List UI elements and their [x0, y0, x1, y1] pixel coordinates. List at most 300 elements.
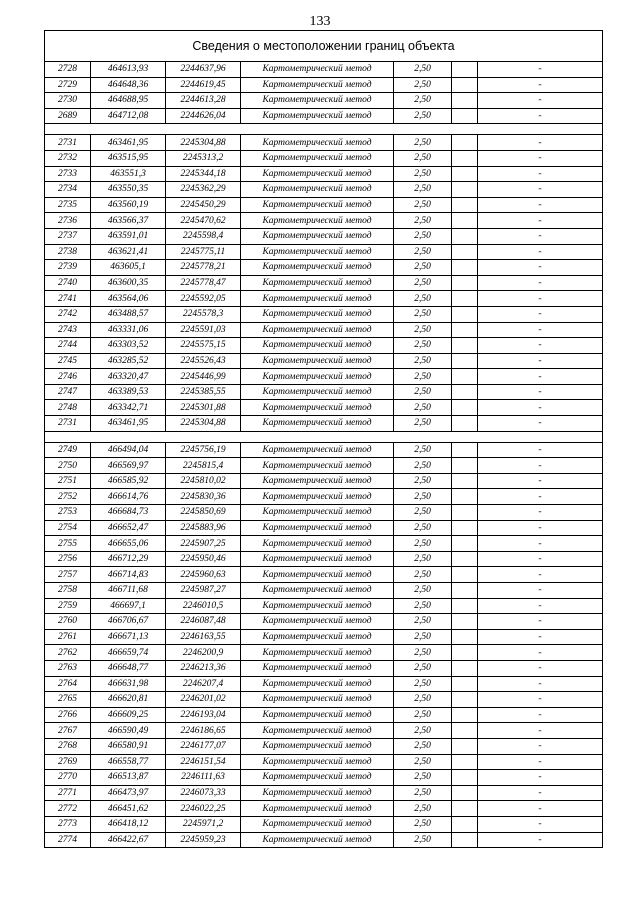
x-coordinate: 463320,47 — [91, 369, 166, 385]
method: Картометрический метод — [241, 384, 394, 400]
precision: 2,50 — [394, 754, 452, 770]
table-title: Сведения о местоположении границ объекта — [45, 31, 603, 62]
precision: 2,50 — [394, 166, 452, 182]
precision: 2,50 — [394, 520, 452, 536]
y-coordinate: 2246186,65 — [166, 723, 241, 739]
point-number: 2774 — [45, 832, 91, 848]
blank-cell — [452, 77, 478, 93]
blank-cell — [452, 213, 478, 229]
y-coordinate: 2246193,04 — [166, 707, 241, 723]
method: Картометрический метод — [241, 166, 394, 182]
precision: 2,50 — [394, 816, 452, 832]
y-coordinate: 2246177,07 — [166, 738, 241, 754]
blank-cell — [452, 338, 478, 354]
point-number: 2758 — [45, 583, 91, 599]
y-coordinate: 2246073,33 — [166, 785, 241, 801]
x-coordinate: 466706,67 — [91, 614, 166, 630]
precision: 2,50 — [394, 416, 452, 432]
blank-cell — [452, 660, 478, 676]
method: Картометрический метод — [241, 785, 394, 801]
boundary-coordinates-table — [44, 30, 603, 848]
table-row — [45, 182, 603, 198]
precision: 2,50 — [394, 614, 452, 630]
point-number: 2771 — [45, 785, 91, 801]
precision: 2,50 — [394, 583, 452, 599]
y-coordinate: 2245578,3 — [166, 306, 241, 322]
y-coordinate: 2245810,02 — [166, 473, 241, 489]
x-coordinate: 466648,77 — [91, 660, 166, 676]
description: - — [478, 567, 603, 583]
point-number: 2748 — [45, 400, 91, 416]
point-number: 2766 — [45, 707, 91, 723]
point-number: 2737 — [45, 228, 91, 244]
description: - — [478, 785, 603, 801]
point-number: 2742 — [45, 306, 91, 322]
point-number: 2773 — [45, 816, 91, 832]
blank-cell — [452, 135, 478, 151]
x-coordinate: 466451,62 — [91, 801, 166, 817]
point-number: 2765 — [45, 692, 91, 708]
description: - — [478, 505, 603, 521]
point-number: 2756 — [45, 551, 91, 567]
y-coordinate: 2246151,54 — [166, 754, 241, 770]
description: - — [478, 442, 603, 458]
page-number: 133 — [309, 14, 331, 29]
x-coordinate: 463551,3 — [91, 166, 166, 182]
x-coordinate: 466569,97 — [91, 458, 166, 474]
precision: 2,50 — [394, 629, 452, 645]
point-number: 2743 — [45, 322, 91, 338]
blank-cell — [452, 416, 478, 432]
method: Картометрический метод — [241, 583, 394, 599]
y-coordinate: 2245815,4 — [166, 458, 241, 474]
y-coordinate: 2245960,63 — [166, 567, 241, 583]
blank-cell — [452, 707, 478, 723]
point-number: 2729 — [45, 77, 91, 93]
table-row — [45, 291, 603, 307]
precision: 2,50 — [394, 384, 452, 400]
table-row — [45, 676, 603, 692]
precision: 2,50 — [394, 150, 452, 166]
blank-cell — [452, 754, 478, 770]
precision: 2,50 — [394, 551, 452, 567]
precision: 2,50 — [394, 306, 452, 322]
method: Картометрический метод — [241, 754, 394, 770]
table-row — [45, 322, 603, 338]
x-coordinate: 463550,35 — [91, 182, 166, 198]
x-coordinate: 466585,92 — [91, 473, 166, 489]
blank-cell — [452, 166, 478, 182]
method: Картометрический метод — [241, 458, 394, 474]
description: - — [478, 93, 603, 109]
description: - — [478, 384, 603, 400]
method: Картометрический метод — [241, 244, 394, 260]
precision: 2,50 — [394, 723, 452, 739]
method: Картометрический метод — [241, 291, 394, 307]
method: Картометрический метод — [241, 473, 394, 489]
blank-cell — [452, 536, 478, 552]
x-coordinate: 466609,25 — [91, 707, 166, 723]
description: - — [478, 400, 603, 416]
description: - — [478, 213, 603, 229]
table-row — [45, 275, 603, 291]
point-number: 2757 — [45, 567, 91, 583]
x-coordinate: 466494,04 — [91, 442, 166, 458]
y-coordinate: 2246022,25 — [166, 801, 241, 817]
x-coordinate: 466473,97 — [91, 785, 166, 801]
table-row — [45, 135, 603, 151]
precision: 2,50 — [394, 353, 452, 369]
precision: 2,50 — [394, 692, 452, 708]
method: Картометрический метод — [241, 551, 394, 567]
point-number: 2736 — [45, 213, 91, 229]
precision: 2,50 — [394, 322, 452, 338]
description: - — [478, 322, 603, 338]
y-coordinate: 2246010,5 — [166, 598, 241, 614]
y-coordinate: 2245778,21 — [166, 260, 241, 276]
table-row — [45, 770, 603, 786]
table-row — [45, 723, 603, 739]
point-number: 2753 — [45, 505, 91, 521]
point-number: 2747 — [45, 384, 91, 400]
method: Картометрический метод — [241, 353, 394, 369]
method: Картометрический метод — [241, 707, 394, 723]
x-coordinate: 463600,35 — [91, 275, 166, 291]
x-coordinate: 466711,68 — [91, 583, 166, 599]
y-coordinate: 2245778,47 — [166, 275, 241, 291]
table-row — [45, 645, 603, 661]
blank-cell — [452, 306, 478, 322]
description: - — [478, 583, 603, 599]
table-row — [45, 150, 603, 166]
description: - — [478, 551, 603, 567]
x-coordinate: 463285,52 — [91, 353, 166, 369]
point-number: 2754 — [45, 520, 91, 536]
blank-cell — [452, 676, 478, 692]
table-row — [45, 801, 603, 817]
table-row — [45, 400, 603, 416]
point-number: 2759 — [45, 598, 91, 614]
precision: 2,50 — [394, 260, 452, 276]
group-separator-row — [45, 431, 603, 442]
method: Картометрический метод — [241, 108, 394, 124]
precision: 2,50 — [394, 505, 452, 521]
x-coordinate: 463621,41 — [91, 244, 166, 260]
point-number: 2770 — [45, 770, 91, 786]
table-row — [45, 306, 603, 322]
blank-cell — [452, 400, 478, 416]
blank-cell — [452, 384, 478, 400]
description: - — [478, 353, 603, 369]
y-coordinate: 2244626,04 — [166, 108, 241, 124]
point-number: 2772 — [45, 801, 91, 817]
y-coordinate: 2245830,36 — [166, 489, 241, 505]
x-coordinate: 463342,71 — [91, 400, 166, 416]
x-coordinate: 466614,76 — [91, 489, 166, 505]
x-coordinate: 463564,06 — [91, 291, 166, 307]
blank-cell — [452, 197, 478, 213]
blank-cell — [452, 473, 478, 489]
precision: 2,50 — [394, 458, 452, 474]
table-row — [45, 473, 603, 489]
x-coordinate: 466697,1 — [91, 598, 166, 614]
y-coordinate: 2245775,11 — [166, 244, 241, 260]
method: Картометрический метод — [241, 306, 394, 322]
y-coordinate: 2245591,03 — [166, 322, 241, 338]
blank-cell — [452, 816, 478, 832]
blank-cell — [452, 108, 478, 124]
y-coordinate: 2245971,2 — [166, 816, 241, 832]
x-coordinate: 463605,1 — [91, 260, 166, 276]
y-coordinate: 2246200,9 — [166, 645, 241, 661]
table-row — [45, 62, 603, 78]
description: - — [478, 166, 603, 182]
y-coordinate: 2245756,19 — [166, 442, 241, 458]
description: - — [478, 306, 603, 322]
description: - — [478, 77, 603, 93]
table-row — [45, 707, 603, 723]
blank-cell — [452, 598, 478, 614]
description: - — [478, 291, 603, 307]
table-row — [45, 785, 603, 801]
table-row — [45, 369, 603, 385]
blank-cell — [452, 353, 478, 369]
blank-cell — [452, 520, 478, 536]
method: Картометрический метод — [241, 135, 394, 151]
y-coordinate: 2246207,4 — [166, 676, 241, 692]
y-coordinate: 2245301,88 — [166, 400, 241, 416]
method: Картометрический метод — [241, 645, 394, 661]
precision: 2,50 — [394, 338, 452, 354]
blank-cell — [452, 228, 478, 244]
blank-cell — [452, 801, 478, 817]
y-coordinate: 2245304,88 — [166, 416, 241, 432]
method: Картометрический метод — [241, 197, 394, 213]
y-coordinate: 2246213,36 — [166, 660, 241, 676]
description: - — [478, 598, 603, 614]
description: - — [478, 738, 603, 754]
x-coordinate: 466620,81 — [91, 692, 166, 708]
table-title-row — [45, 31, 603, 62]
blank-cell — [452, 260, 478, 276]
point-number: 2749 — [45, 442, 91, 458]
point-number: 2735 — [45, 197, 91, 213]
description: - — [478, 260, 603, 276]
precision: 2,50 — [394, 442, 452, 458]
table-row — [45, 108, 603, 124]
separator-cell — [45, 431, 603, 442]
description: - — [478, 108, 603, 124]
description: - — [478, 197, 603, 213]
table-row — [45, 458, 603, 474]
table-row — [45, 338, 603, 354]
point-number: 2745 — [45, 353, 91, 369]
precision: 2,50 — [394, 197, 452, 213]
description: - — [478, 832, 603, 848]
x-coordinate: 463566,37 — [91, 213, 166, 229]
blank-cell — [452, 692, 478, 708]
precision: 2,50 — [394, 785, 452, 801]
blank-cell — [452, 458, 478, 474]
precision: 2,50 — [394, 832, 452, 848]
x-coordinate: 463560,19 — [91, 197, 166, 213]
point-number: 2734 — [45, 182, 91, 198]
table-row — [45, 260, 603, 276]
point-number: 2762 — [45, 645, 91, 661]
method: Картометрический метод — [241, 738, 394, 754]
point-number: 2750 — [45, 458, 91, 474]
precision: 2,50 — [394, 369, 452, 385]
method: Картометрический метод — [241, 660, 394, 676]
x-coordinate: 466684,73 — [91, 505, 166, 521]
description: - — [478, 614, 603, 630]
method: Картометрический метод — [241, 62, 394, 78]
x-coordinate: 466590,49 — [91, 723, 166, 739]
point-number: 2739 — [45, 260, 91, 276]
description: - — [478, 62, 603, 78]
x-coordinate: 466558,77 — [91, 754, 166, 770]
precision: 2,50 — [394, 93, 452, 109]
description: - — [478, 692, 603, 708]
point-number: 2733 — [45, 166, 91, 182]
x-coordinate: 466655,06 — [91, 536, 166, 552]
description: - — [478, 707, 603, 723]
blank-cell — [452, 442, 478, 458]
x-coordinate: 463515,95 — [91, 150, 166, 166]
blank-cell — [452, 291, 478, 307]
y-coordinate: 2245304,88 — [166, 135, 241, 151]
x-coordinate: 466712,29 — [91, 551, 166, 567]
precision: 2,50 — [394, 801, 452, 817]
description: - — [478, 150, 603, 166]
point-number: 2730 — [45, 93, 91, 109]
precision: 2,50 — [394, 598, 452, 614]
y-coordinate: 2246111,63 — [166, 770, 241, 786]
y-coordinate: 2245907,25 — [166, 536, 241, 552]
table-row — [45, 213, 603, 229]
point-number: 2744 — [45, 338, 91, 354]
blank-cell — [452, 723, 478, 739]
method: Картометрический метод — [241, 442, 394, 458]
precision: 2,50 — [394, 770, 452, 786]
method: Картометрический метод — [241, 400, 394, 416]
description: - — [478, 275, 603, 291]
point-number: 2746 — [45, 369, 91, 385]
description: - — [478, 244, 603, 260]
table-row — [45, 536, 603, 552]
table-row — [45, 692, 603, 708]
table-row — [45, 197, 603, 213]
group-separator-row — [45, 124, 603, 135]
method: Картометрический метод — [241, 275, 394, 291]
point-number: 2741 — [45, 291, 91, 307]
blank-cell — [452, 369, 478, 385]
table-row — [45, 520, 603, 536]
precision: 2,50 — [394, 473, 452, 489]
table-row — [45, 489, 603, 505]
point-number: 2761 — [45, 629, 91, 645]
table-row — [45, 93, 603, 109]
description: - — [478, 660, 603, 676]
table-row — [45, 353, 603, 369]
x-coordinate: 463591,01 — [91, 228, 166, 244]
blank-cell — [452, 182, 478, 198]
method: Картометрический метод — [241, 416, 394, 432]
blank-cell — [452, 785, 478, 801]
method: Картометрический метод — [241, 816, 394, 832]
table-row — [45, 166, 603, 182]
blank-cell — [452, 832, 478, 848]
point-number: 2689 — [45, 108, 91, 124]
point-number: 2731 — [45, 416, 91, 432]
x-coordinate: 466513,87 — [91, 770, 166, 786]
blank-cell — [452, 770, 478, 786]
description: - — [478, 816, 603, 832]
table-row — [45, 505, 603, 521]
precision: 2,50 — [394, 660, 452, 676]
x-coordinate: 463461,95 — [91, 135, 166, 151]
description: - — [478, 754, 603, 770]
precision: 2,50 — [394, 707, 452, 723]
precision: 2,50 — [394, 213, 452, 229]
method: Картометрический метод — [241, 93, 394, 109]
blank-cell — [452, 567, 478, 583]
x-coordinate: 466652,47 — [91, 520, 166, 536]
point-number: 2738 — [45, 244, 91, 260]
x-coordinate: 466671,13 — [91, 629, 166, 645]
y-coordinate: 2244613,28 — [166, 93, 241, 109]
method: Картометрический метод — [241, 770, 394, 786]
separator-cell — [45, 124, 603, 135]
description: - — [478, 338, 603, 354]
x-coordinate: 464712,08 — [91, 108, 166, 124]
point-number: 2740 — [45, 275, 91, 291]
blank-cell — [452, 489, 478, 505]
blank-cell — [452, 505, 478, 521]
precision: 2,50 — [394, 62, 452, 78]
x-coordinate: 463488,57 — [91, 306, 166, 322]
x-coordinate: 466714,83 — [91, 567, 166, 583]
blank-cell — [452, 645, 478, 661]
method: Картометрический метод — [241, 723, 394, 739]
description: - — [478, 416, 603, 432]
precision: 2,50 — [394, 244, 452, 260]
table-row — [45, 614, 603, 630]
precision: 2,50 — [394, 489, 452, 505]
x-coordinate: 466659,74 — [91, 645, 166, 661]
method: Картометрический метод — [241, 692, 394, 708]
x-coordinate: 463303,52 — [91, 338, 166, 354]
precision: 2,50 — [394, 108, 452, 124]
point-number: 2764 — [45, 676, 91, 692]
x-coordinate: 466422,67 — [91, 832, 166, 848]
table-row — [45, 629, 603, 645]
point-number: 2767 — [45, 723, 91, 739]
table-row — [45, 244, 603, 260]
method: Картометрический метод — [241, 322, 394, 338]
point-number: 2751 — [45, 473, 91, 489]
precision: 2,50 — [394, 645, 452, 661]
point-number: 2763 — [45, 660, 91, 676]
x-coordinate: 463461,95 — [91, 416, 166, 432]
table-row — [45, 567, 603, 583]
table-row — [45, 551, 603, 567]
table-row — [45, 598, 603, 614]
description: - — [478, 135, 603, 151]
description: - — [478, 723, 603, 739]
x-coordinate: 466580,91 — [91, 738, 166, 754]
blank-cell — [452, 275, 478, 291]
